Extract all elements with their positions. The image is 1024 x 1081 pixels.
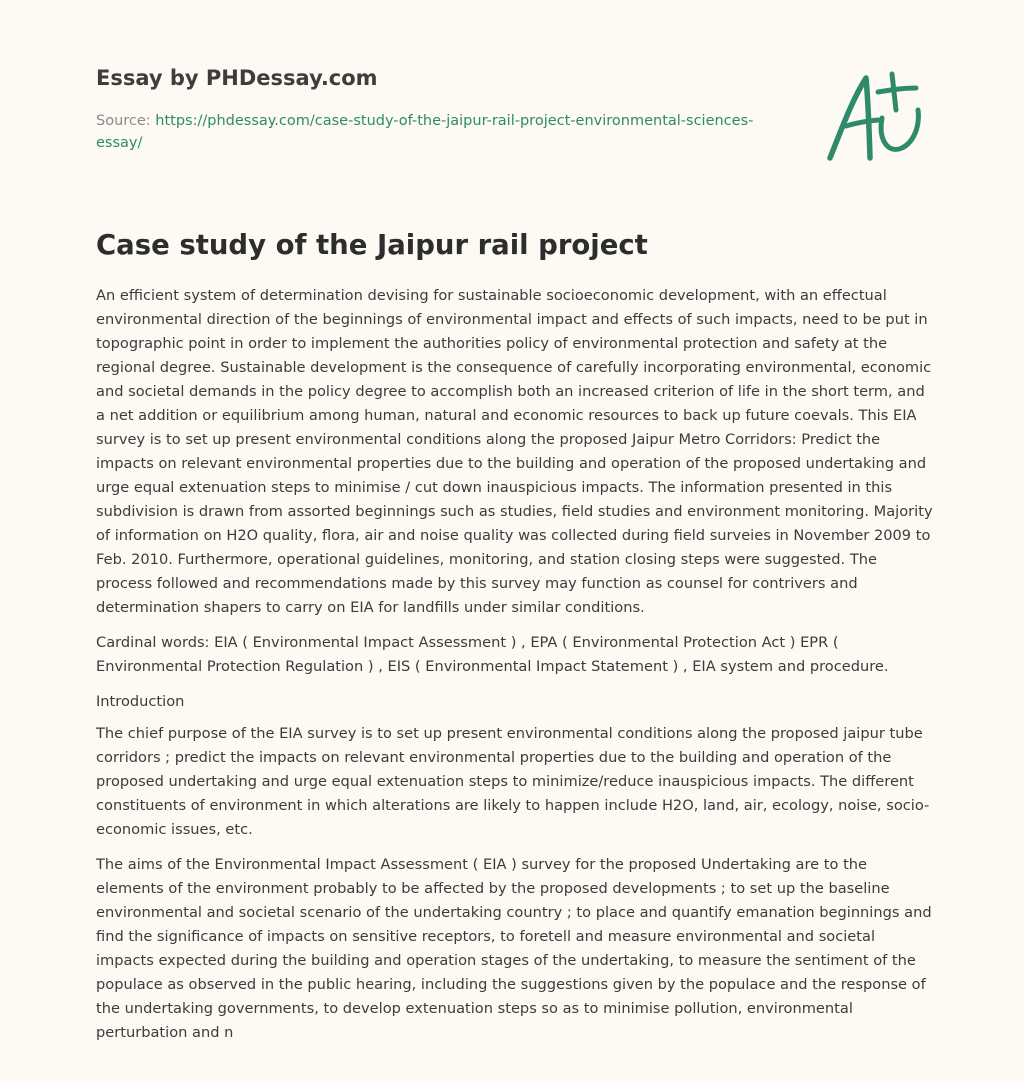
source-link[interactable]: https://phdessay.com/case-study-of-the-jaipur-rail-project-environmental-sciences-essay/ xyxy=(96,113,754,151)
header xyxy=(96,64,756,154)
essay-title: Case study of the Jaipur rail project xyxy=(96,229,648,261)
paragraph-abstract: An efficient system of determination devising for sustainable socioeconomic development, with an effectual environmental direction of the beginnings of environmental impact and effects of such impacts, need to be put in topographic point in order to implement the authorities policy of environmental protection and safety at the regional degree. Sustainable development is the consequence of carefully incorporating environmental, economic and societal demands in the policy degree to accomplish both an increased criterion of life in the short term, and a net addition or equilibrium among human, natural and economic resources to back up future coevals. This EIA survey is to set up present environmental conditions along the proposed Jaipur Metro Corridors: Predict the impacts on relevant environmental properties due to the building and operation of the proposed undertaking and urge equal extenuation steps to minimise / cut down inauspicious impacts. The information presented in this subdivision is drawn from assorted beginnings such as studies, field studies and environment monitoring. Majority of information on H2O quality, flora, air and noise quality was collected during field surveies in November 2009 to Feb. 2010. Furthermore, operational guidelines, monitoring, and station closing steps were suggested. The process followed and recommendations made by this survey may function as counsel for contrivers and determination shapers to carry on EIA for landfills under similar conditions. xyxy=(96,287,933,616)
section-heading-introduction: Introduction xyxy=(96,693,185,710)
paragraph-keywords: Cardinal words: EIA ( Environmental Impact Assessment ) , EPA ( Environmental Protection Act ) EPR ( Environmental Protection Regulation ) , EIS ( Environmental Impact Statement ) , EIA system and procedure. xyxy=(96,634,889,675)
source-line xyxy=(96,110,756,154)
paragraph-aims: The aims of the Environmental Impact Assessment ( EIA ) survey for the proposed Undertaking are to the elements of the environment probably to be affected by the proposed developments ; to set up the baseline environmental and societal scenario of the undertaking country ; to place and quantify emanation beginnings and find the significance of impacts on sensitive receptors, to foretell and measure environmental and societal impacts expected during the building and operation stages of the undertaking, to measure the sentiment of the populace as observed in the public hearing, including the suggestions given by the populace and the response of the undertaking governments, to develop extenuation steps so as to minimise pollution, environmental perturbation and n xyxy=(96,856,932,1041)
a-plus-logo-icon xyxy=(822,66,932,166)
essay-body xyxy=(96,284,936,1056)
source-label: Source: xyxy=(96,113,156,129)
brand-title: Essay by PHDessay.com xyxy=(96,66,378,90)
paragraph-introduction: The chief purpose of the EIA survey is to set up present environmental conditions along the proposed jaipur tube corridors ; predict the impacts on relevant environmental properties due to the building and operation of the proposed undertaking and urge equal extenuation steps to minimize/reduce inauspicious impacts. The different constituents of environment in which alterations are likely to happen include H2O, land, air, ecology, noise, socio-economic issues, etc. xyxy=(96,725,930,838)
